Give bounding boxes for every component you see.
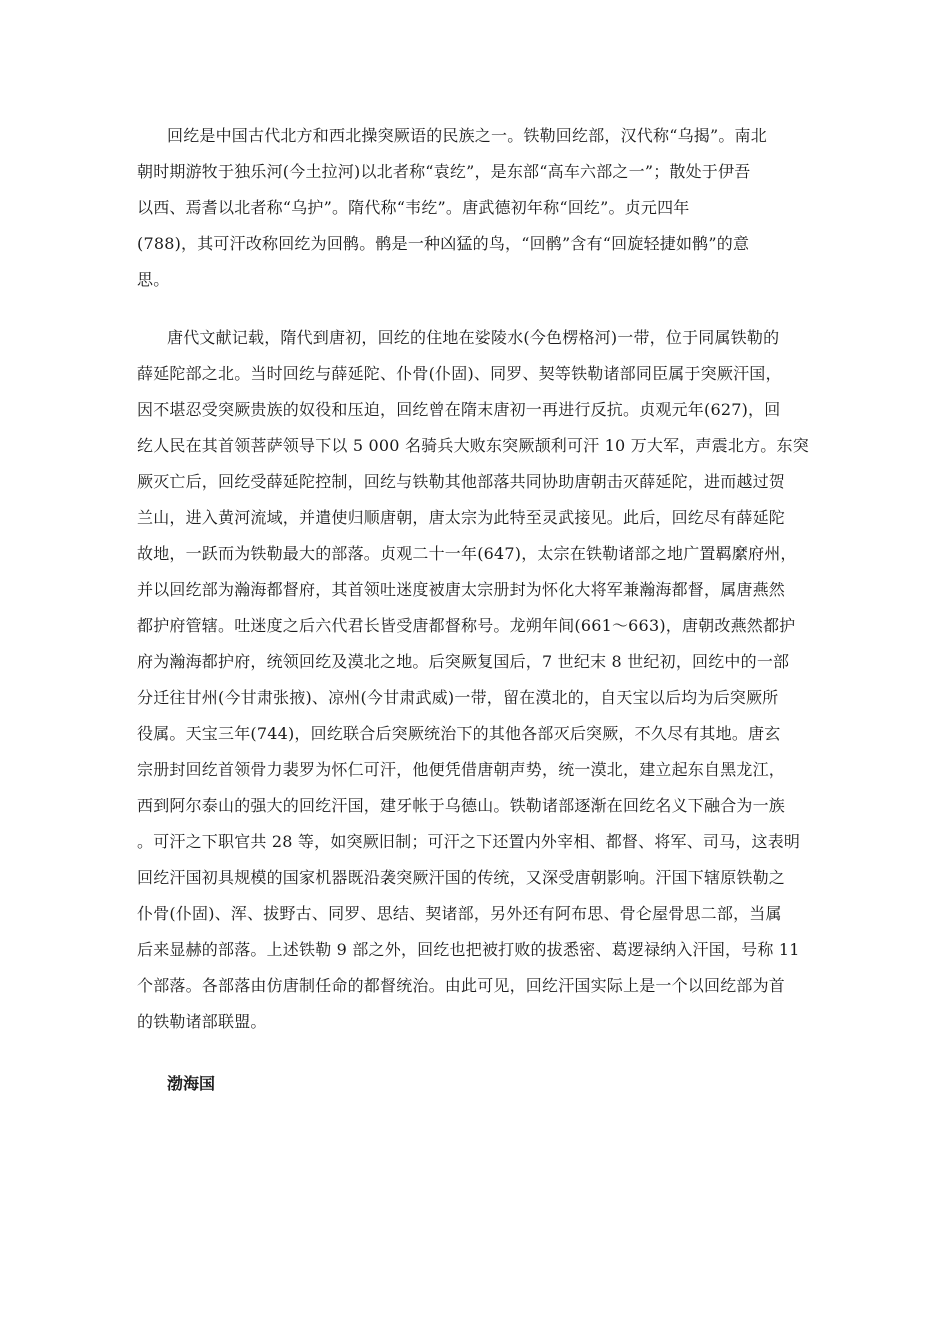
paragraph-line: 朝时期游牧于独乐河(今土拉河)以北者称“袁纥”，是东部“高车六部之一”；散处于伊吾 xyxy=(137,162,751,181)
paragraph-line: 分迁往甘州(今甘肃张掖)、凉州(今甘肃武威)一带，留在漠北的，自天宝以后均为后突厥所 xyxy=(137,688,779,707)
paragraph-line: 。可汗之下职官共 28 等，如突厥旧制；可汗之下还置内外宰相、都督、将军、司马，这表明 xyxy=(137,832,801,851)
paragraph-line: 个部落。各部落由仿唐制任命的都督统治。由此可见，回纥汗国实际上是一个以回纥部为首 xyxy=(137,976,786,995)
paragraph-line: (788)，其可汗改称回纥为回鹘。鹘是一种凶猛的鸟，“回鹘”含有“回旋轻捷如鹘”的意 xyxy=(137,234,750,253)
paragraph-line: 仆骨(仆固)、浑、拔野古、同罗、思结、契诸部，另外还有阿布思、骨仑屋骨思二部，当属 xyxy=(137,904,782,923)
paragraph-line: 思。 xyxy=(137,270,170,289)
paragraph-line: 并以回纥部为瀚海都督府，其首领吐迷度被唐太宗册封为怀化大将军兼瀚海都督，属唐燕然 xyxy=(137,580,786,599)
paragraph-line: 厥灭亡后，回纥受薛延陀控制，回纥与铁勒其他部落共同协助唐朝击灭薛延陀，进而越过贺 xyxy=(137,472,786,491)
paragraph-line: 唐代文献记载，隋代到唐初，回纥的住地在娑陵水(今色楞格河)一带，位于同属铁勒的 xyxy=(167,328,780,347)
paragraph-line: 薛延陀部之北。当时回纥与薛延陀、仆骨(仆固)、同罗、契等铁勒诸部同臣属于突厥汗国， xyxy=(137,364,782,383)
paragraph-line: 役属。天宝三年(744)，回纥联合后突厥统治下的其他各部灭后突厥，不久尽有其地。唐玄 xyxy=(137,724,781,743)
paragraph-line: 回纥是中国古代北方和西北操突厥语的民族之一。铁勒回纥部，汉代称“乌揭”。南北 xyxy=(167,126,767,145)
paragraph-line: 的铁勒诸部联盟。 xyxy=(137,1012,267,1031)
paragraph-line: 故地，一跃而为铁勒最大的部落。贞观二十一年(647)，太宗在铁勒诸部之地广置羁縻府州， xyxy=(137,544,797,563)
paragraph-line: 兰山，进入黄河流域，并遣使归顺唐朝，唐太宗为此特至灵武接见。此后，回纥尽有薛延陀 xyxy=(137,508,786,527)
paragraph-line: 纥人民在其首领菩萨领导下以 5 000 名骑兵大败东突厥颉利可汗 10 万大军，声震北方。东突 xyxy=(137,436,809,455)
paragraph-line: 西到阿尔泰山的强大的回纥汗国，建牙帐于乌德山。铁勒诸部逐渐在回纥名义下融合为一族 xyxy=(137,796,786,815)
paragraph-line: 因不堪忍受突厥贵族的奴役和压迫，回纥曾在隋末唐初一再进行反抗。贞观元年(627)，回 xyxy=(137,400,781,419)
paragraph-line: 府为瀚海都护府，统领回纥及漠北之地。后突厥复国后，7 世纪末 8 世纪初，回纥中的一部 xyxy=(137,652,790,671)
paragraph-line: 回纥汗国初具规模的国家机器既沿袭突厥汗国的传统，又深受唐朝影响。汗国下辖原铁勒之 xyxy=(137,868,786,887)
paragraph-line: 以西、焉耆以北者称“乌护”。隋代称“韦纥”。唐武德初年称“回纥”。贞元四年 xyxy=(137,198,690,217)
paragraph-line: 后来显赫的部落。上述铁勒 9 部之外，回纥也把被打败的拔悉密、葛逻禄纳入汗国，号称 11 xyxy=(137,940,800,959)
paragraph-line: 都护府管辖。吐迷度之后六代君长皆受唐都督称号。龙朔年间(661～663)，唐朝改燕然都护 xyxy=(137,616,796,635)
section-heading: 渤海国 xyxy=(167,1074,216,1093)
paragraph-line: 宗册封回纥首领骨力裴罗为怀仁可汗，他便凭借唐朝声势，统一漠北，建立起东自黑龙江， xyxy=(137,760,786,779)
